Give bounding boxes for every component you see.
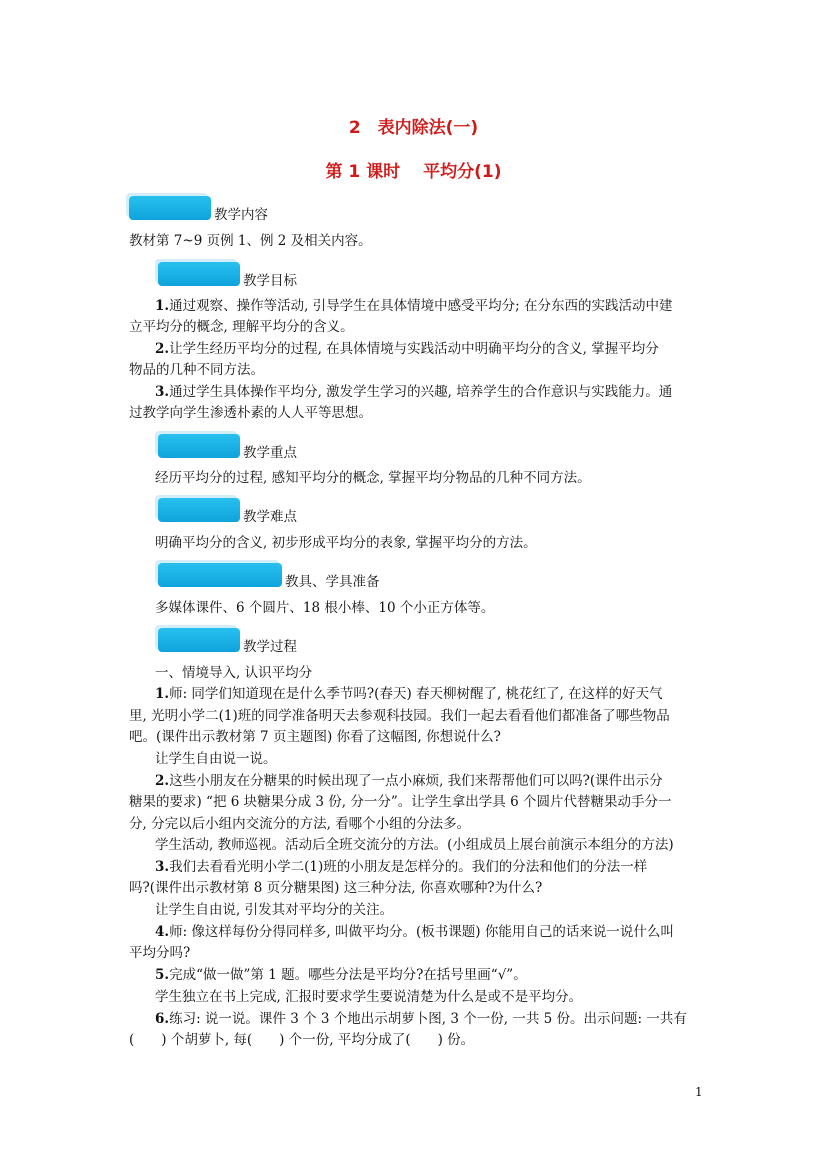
process-p1-note: 让学生自由说一说。 [155, 751, 277, 767]
section-badge [158, 498, 240, 522]
process-p6-line-1: 6.练习: 说一说。课件 3 个 3 个地出示胡萝卜图, 3 个一份, 一共 5 份。出示问题: 一共有 [155, 1011, 687, 1027]
process-p1-line-3: 吧。(课件出示教材第 7 页主题图) 你看了这幅图, 你想说什么? [129, 729, 501, 745]
process-p5-line-1: 5.完成“做一做”第 1 题。哪些分法是平均分?在括号里画“√”。 [155, 967, 527, 983]
section-label: 教学目标 [243, 273, 297, 289]
section-label: 教学内容 [214, 207, 268, 223]
content-text: 教材第 7~9 页例 1、例 2 及相关内容。 [129, 233, 372, 249]
process-p5-note: 学生独立在书上完成, 汇报时要求学生要说清楚为什么是或不是平均分。 [155, 989, 583, 1005]
unit-title: 2 表内除法(一) [348, 118, 479, 138]
process-p4-line-1: 4.师: 像这样每份分得同样多, 叫做平均分。(板书课题) 你能用自己的话来说一说什么叫 [155, 924, 674, 940]
process-p2-line-3: 分, 分完以后小组内交流分的方法, 看哪个小组的分法多。 [129, 816, 471, 832]
process-p3-note: 让学生自由说, 引发其对平均分的关注。 [155, 902, 394, 918]
section-badge [129, 196, 211, 220]
goal-2-line-2: 物品的几种不同方法。 [129, 362, 264, 378]
process-heading: 一、情境导入, 认识平均分 [155, 665, 313, 681]
key-points-text: 经历平均分的过程, 感知平均分的概念, 掌握平均分物品的几种不同方法。 [155, 470, 591, 486]
goal-1-line-1: 1.通过观察、操作等活动, 引导学生在具体情境中感受平均分; 在分东西的实践活动中建 [155, 298, 673, 314]
difficulties-text: 明确平均分的含义, 初步形成平均分的表象, 掌握平均分的方法。 [155, 535, 537, 551]
process-p2-line-1: 2.这些小朋友在分糖果的时候出现了一点小麻烦, 我们来帮帮他们可以吗?(课件出示分 [155, 773, 663, 789]
section-label: 教学重点 [243, 445, 297, 461]
process-p2-line-2: 糖果的要求) “把 6 块糖果分成 3 份, 分一分”。让学生拿出学具 6 个圆片代替糖果动手分一 [129, 794, 672, 810]
goal-3-line-1: 3.通过学生具体操作平均分, 激发学生学习的兴趣, 培养学生的合作意识与实践能力。通 [155, 384, 673, 400]
process-p1-line-1: 1.师: 同学们知道现在是什么季节吗?(春天) 春天柳树醒了, 桃花红了, 在这样的好天气 [155, 686, 663, 702]
section-badge [158, 628, 240, 652]
process-p4-line-2: 平均分吗? [129, 945, 191, 961]
page-number: 1 [695, 1085, 703, 1099]
goal-1-line-2: 立平均分的概念, 理解平均分的含义。 [129, 319, 354, 335]
lesson-title: 第 1 课时 平均分(1) [325, 162, 502, 182]
goal-3-line-2: 过教学向学生渗透朴素的人人平等思想。 [129, 405, 372, 421]
section-label: 教学过程 [243, 639, 297, 655]
section-label: 教学难点 [243, 509, 297, 525]
process-p1-line-2: 里, 光明小学二(1)班的同学准备明天去参观科技园。我们一起去看看他们都准备了哪些物品 [129, 708, 670, 724]
goal-2-line-1: 2.让学生经历平均分的过程, 在具体情境与实践活动中明确平均分的含义, 掌握平均分 [155, 341, 659, 357]
process-p3-line-1: 3.我们去看看光明小学二(1)班的小朋友是怎样分的。我们的分法和他们的分法一样 [155, 859, 648, 875]
materials-text: 多媒体课件、6 个圆片、18 根小棒、10 个小正方体等。 [155, 600, 495, 616]
section-badge [158, 434, 240, 458]
process-p3-line-2: 吗?(课件出示教材第 8 页分糖果图) 这三种分法, 你喜欢哪种?为什么? [129, 880, 543, 896]
section-label: 教具、学具准备 [285, 574, 380, 590]
process-p2-note: 学生活动, 教师巡视。活动后全班交流分的方法。(小组成员上展台前演示本组分的方法) [155, 837, 674, 853]
process-p6-line-2: ( ) 个胡萝卜, 每( ) 个一份, 平均分成了( ) 份。 [129, 1032, 475, 1048]
section-badge [158, 262, 240, 286]
section-badge [158, 563, 282, 587]
